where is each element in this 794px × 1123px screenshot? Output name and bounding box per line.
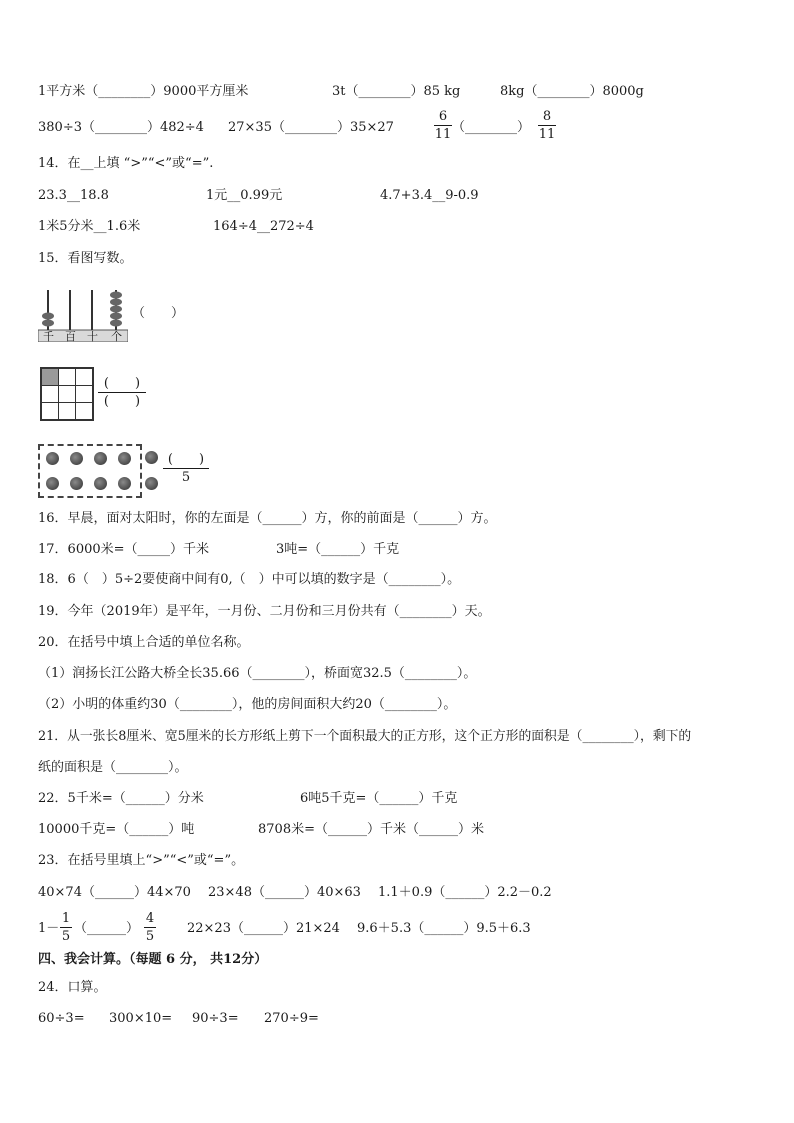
dots-fraction-answer [163, 452, 209, 485]
fraction-denominator: 5 [145, 929, 155, 944]
dot-outside [145, 477, 158, 490]
q24-item-3: 90÷3= [192, 1011, 239, 1026]
dot [118, 452, 131, 465]
fraction-numerator-blank: ( ) [167, 452, 205, 467]
q23-fraction-2 [144, 911, 156, 944]
section-4-heading: 四、我会计算。（每题 6 分， 共12分） [38, 952, 268, 967]
fraction-numerator: 1 [61, 911, 71, 926]
q14-r1-a: 23.3__18.8 [38, 188, 109, 203]
q21-line1: 21．从一张长8厘米、宽5厘米的长方形纸上剪下一个面积最大的正方形，这个正方形的面积是（________），剩下的 [38, 729, 692, 744]
fraction-denominator: 11 [538, 127, 556, 142]
q14-r1-b: 1元__0.99元 [206, 188, 283, 203]
q23-r2-b: 22×23（______）21×24 [187, 921, 340, 936]
q17-a: 17．6000米=（_____）千米 [38, 542, 210, 557]
q17-b: 3吨=（______）千克 [276, 542, 400, 557]
dot [94, 452, 107, 465]
abacus-label-tens: 十 [87, 330, 98, 343]
abacus-label-hundreds: 百 [65, 330, 76, 343]
q14-r2-a: 1米5分米__1.6米 [38, 219, 141, 234]
line1-b: 3t（________）85 kg [332, 84, 461, 99]
line2-fraction-right [538, 109, 556, 142]
q15-title: 15．看图写数。 [38, 251, 133, 266]
fraction-denominator: 5 [181, 470, 191, 485]
q22-d: 8708米=（______）千米（______）米 [258, 822, 484, 837]
q22-b: 6吨5千克=（______）千克 [300, 791, 458, 806]
q14-r2-b: 164÷4__272÷4 [213, 219, 314, 234]
line2-a: 380÷3（________）482÷4 [38, 120, 204, 135]
abacus-label-ones: 个 [111, 330, 122, 343]
fraction-denominator: 11 [434, 127, 452, 142]
q14-r1-c: 4.7+3.4__9-0.9 [380, 188, 479, 203]
q20-title: 20．在括号中填上合适的单位名称。 [38, 635, 250, 650]
q16: 16．早晨，面对太阳时，你的左面是（______）方，你的前面是（______）方。 [38, 511, 497, 526]
q14-title: 14．在__上填 “>”“<”或“=”. [38, 156, 214, 171]
q20-part1: （1）润扬长江公路大桥全长35.66（________），桥面宽32.5（________）。 [38, 666, 477, 681]
abacus-answer-blank: （ ） [132, 306, 185, 321]
q22-a: 22．5千米=（______）分米 [38, 791, 204, 806]
q23-r2-c: 9.6＋5.3（______）9.5＋6.3 [357, 921, 531, 936]
fraction-denominator-blank: ( ) [103, 394, 141, 409]
line2-mid: （________） [452, 120, 531, 135]
q23-fraction-1 [60, 911, 72, 944]
dot [70, 477, 83, 490]
abacus-label-thousands: 千 [43, 330, 54, 343]
dot [118, 477, 131, 490]
fraction-numerator: 8 [542, 109, 552, 124]
q21-line2: 纸的面积是（________）。 [38, 760, 188, 775]
line2-fraction-left [434, 109, 452, 142]
dots-group-figure [38, 444, 142, 498]
q23-r2-prefix: 1－ [38, 921, 60, 936]
q24-item-2: 300×10= [109, 1011, 173, 1026]
q23-r2-mid: （______） [74, 921, 140, 936]
q23-title: 23．在括号里填上“>”“<”或“=”。 [38, 853, 245, 868]
fraction-numerator-blank: ( ) [103, 376, 141, 391]
q23-r1-b: 23×48（______）40×63 [208, 885, 361, 900]
q24-item-1: 60÷3= [38, 1011, 85, 1026]
dot [70, 452, 83, 465]
q23-r1-a: 40×74（______）44×70 [38, 885, 191, 900]
fraction-grid-figure [40, 367, 94, 421]
grid-fraction-answer [98, 376, 146, 409]
dot-outside [145, 451, 158, 464]
line1-a: 1平方米（________）9000平方厘米 [38, 84, 249, 99]
fraction-numerator: 4 [145, 911, 155, 926]
q18: 18．6（ ）5÷2要使商中间有0,（ ）中可以填的数字是（________）。 [38, 572, 461, 587]
dot [46, 477, 59, 490]
q23-r1-c: 1.1＋0.9（______）2.2－0.2 [378, 885, 552, 900]
dot [94, 477, 107, 490]
q22-c: 10000千克=（______）吨 [38, 822, 195, 837]
line2-b: 27×35（________）35×27 [228, 120, 394, 135]
dot [46, 452, 59, 465]
q19: 19．今年（2019年）是平年，一月份、二月份和三月份共有（________）天。 [38, 604, 491, 619]
q24-item-4: 270÷9= [264, 1011, 319, 1026]
q20-part2: （2）小明的体重约30（________），他的房间面积大约20（________）。 [38, 697, 457, 712]
fraction-numerator: 6 [438, 109, 448, 124]
line1-c: 8kg（________）8000g [500, 84, 644, 99]
fraction-denominator: 5 [61, 929, 71, 944]
q24-title: 24．口算。 [38, 980, 107, 995]
